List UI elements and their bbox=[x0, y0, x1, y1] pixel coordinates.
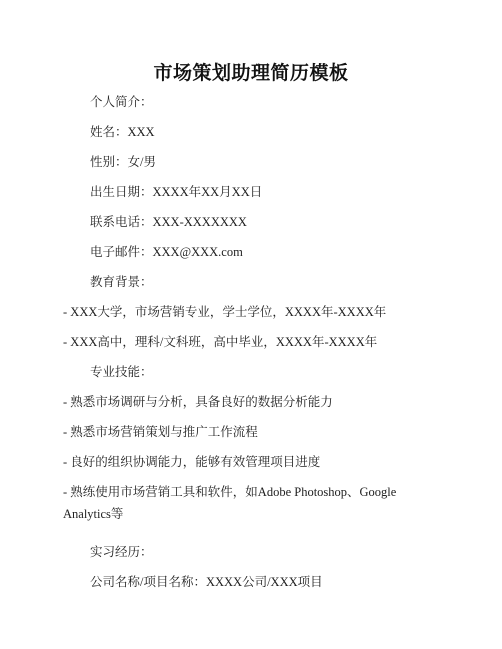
list-item-skill-planning: - 熟悉市场营销策划与推广工作流程 bbox=[63, 425, 258, 439]
list-item-skill-tools-continued: Analytics等 bbox=[63, 507, 124, 521]
section-heading-profile: 个人简介： bbox=[90, 95, 153, 109]
text-line-birthdate: 出生日期：XXXX年XX月XX日 bbox=[90, 185, 263, 199]
document-title: 市场策划助理简历模板 bbox=[153, 62, 349, 84]
list-item-skill-research: - 熟悉市场调研与分析，具备良好的数据分析能力 bbox=[63, 395, 333, 409]
text-line-company-project: 公司名称/项目名称：XXXX公司/XXX项目 bbox=[90, 575, 323, 589]
list-item-high-school: - XXX高中，理科/文科班，高中毕业，XXXX年-XXXX年 bbox=[63, 335, 378, 349]
section-heading-education: 教育背景： bbox=[90, 275, 153, 289]
list-item-university: - XXX大学，市场营销专业，学士学位，XXXX年-XXXX年 bbox=[63, 305, 387, 319]
list-item-skill-tools: - 熟练使用市场营销工具和软件，如Adobe Photoshop、Google bbox=[63, 485, 397, 499]
text-line-phone: 联系电话：XXX-XXXXXXX bbox=[90, 215, 247, 229]
section-heading-skills: 专业技能： bbox=[90, 365, 153, 379]
section-heading-internship: 实习经历： bbox=[90, 545, 153, 559]
list-item-skill-coordination: - 良好的组织协调能力，能够有效管理项目进度 bbox=[63, 455, 321, 469]
text-line-email: 电子邮件：XXX@XXX.com bbox=[90, 245, 243, 259]
text-line-gender: 性别：女/男 bbox=[90, 155, 156, 169]
text-line-name: 姓名：XXX bbox=[90, 125, 155, 139]
